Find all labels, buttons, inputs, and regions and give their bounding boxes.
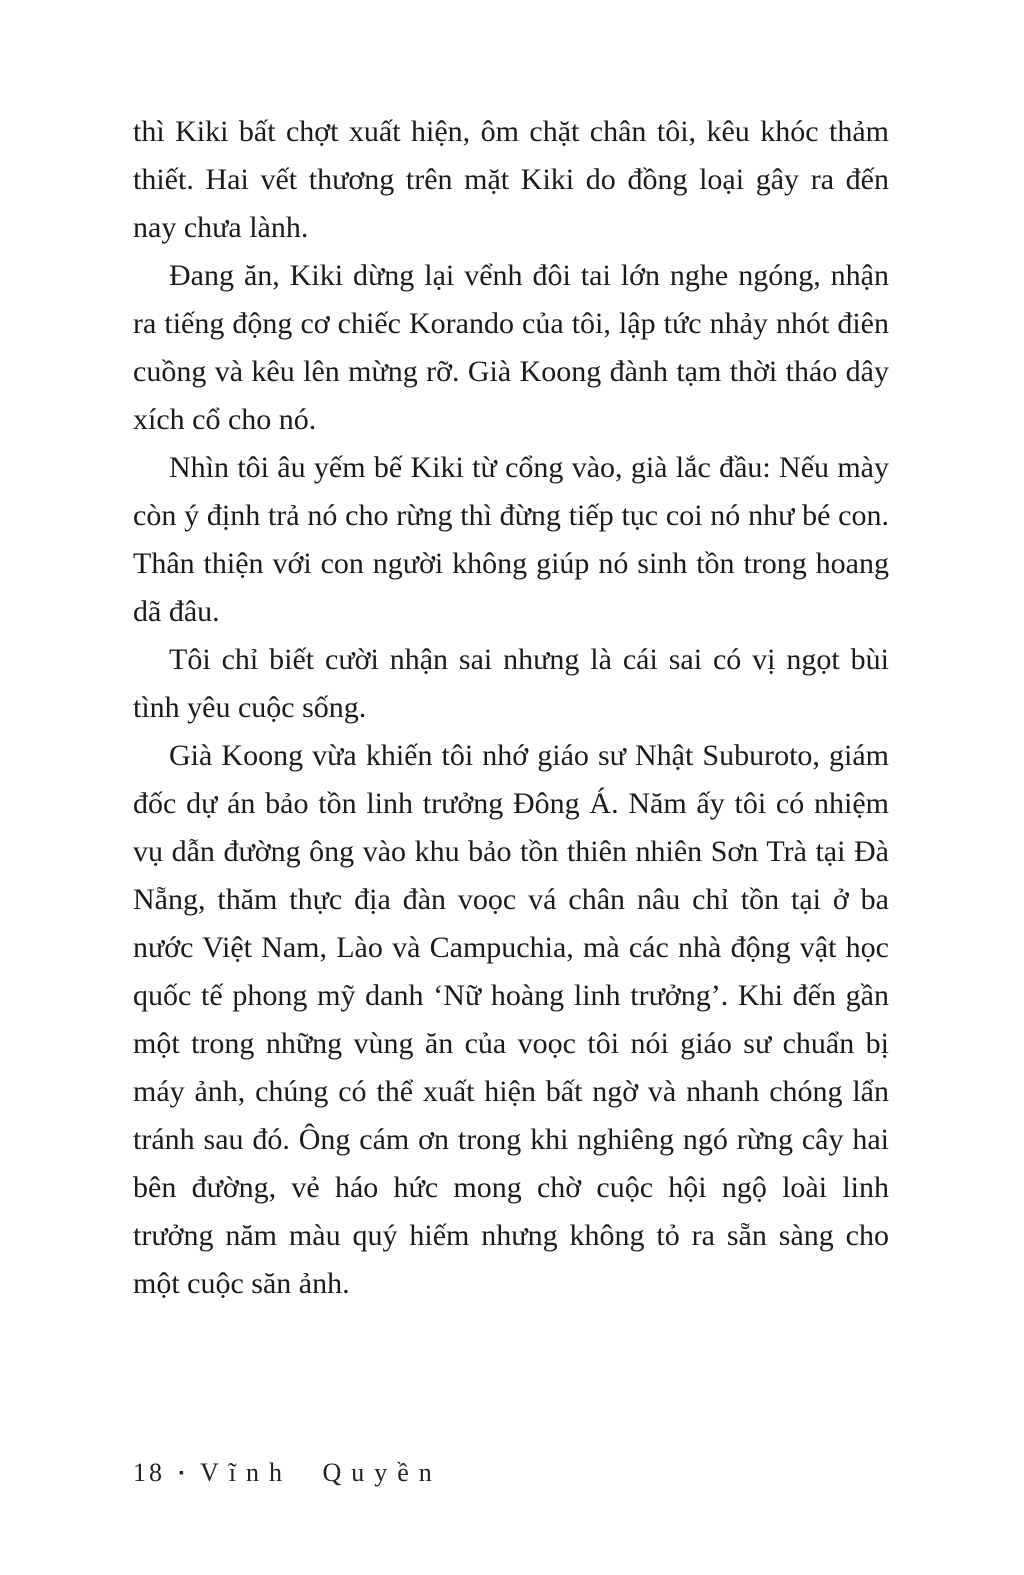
footer-bullet-icon: ▪ bbox=[179, 1466, 184, 1481]
paragraph-5: Già Koong vừa khiến tôi nhớ giáo sư Nhật Suburoto, giám đốc dự án bảo tồn linh trưởng Đông Á. Năm ấy tôi có nhiệm vụ dẫn đường ông vào khu bảo tồn thiên nhiên Sơn Trà tại Đà Nẵng, thăm thực địa đàn voọc vá chân nâu chỉ tồn tại ở ba nước Việt Nam, Lào và Campuchia, mà các nhà động vật học quốc tế phong mỹ danh ‘Nữ hoàng linh trưởng’. Khi đến gần một trong những vùng ăn của voọc tôi nói giáo sư chuẩn bị máy ảnh, chúng có thể xuất hiện bất ngờ và nhanh chóng lẩn tránh sau đó. Ông cám ơn trong khi nghiêng ngó rừng cây hai bên đường, vẻ háo hức mong chờ cuộc hội ngộ loài linh trưởng năm màu quý hiếm nhưng không tỏ ra sẵn sàng cho một cuộc săn ảnh. bbox=[133, 739, 889, 1300]
paragraph-4: Tôi chỉ biết cười nhận sai nhưng là cái sai có vị ngọt bùi tình yêu cuộc sống. bbox=[133, 643, 889, 724]
page-footer bbox=[133, 1455, 442, 1491]
body-text bbox=[133, 108, 889, 1308]
paragraph-2: Đang ăn, Kiki dừng lại vểnh đôi tai lớn nghe ngóng, nhận ra tiếng động cơ chiếc Korando của tôi, lập tức nhảy nhót điên cuồng và kêu lên mừng rỡ. Già Koong đành tạm thời tháo dây xích cổ cho nó. bbox=[133, 259, 889, 436]
paragraph-1: thì Kiki bất chợt xuất hiện, ôm chặt chân tôi, kêu khóc thảm thiết. Hai vết thương trên mặt Kiki do đồng loại gây ra đến nay chưa lành. bbox=[133, 115, 889, 244]
page-number: 18 bbox=[133, 1458, 165, 1487]
author-name: Vĩnh Quyền bbox=[199, 1458, 442, 1487]
paragraph-3: Nhìn tôi âu yếm bế Kiki từ cổng vào, già lắc đầu: Nếu mày còn ý định trả nó cho rừng thì đừng tiếp tục coi nó như bé con. Thân thiện với con người không giúp nó sinh tồn trong hoang dã đâu. bbox=[133, 451, 889, 628]
